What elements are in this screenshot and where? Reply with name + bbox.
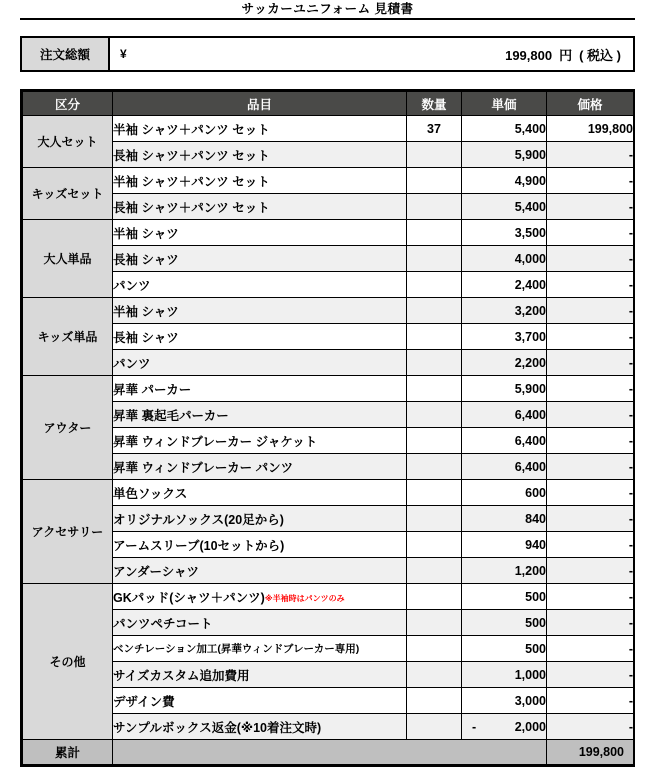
order-total-box bbox=[20, 36, 635, 72]
price-cell: - bbox=[547, 324, 634, 350]
item-name-cell bbox=[113, 272, 407, 298]
column-header-unit-price: 単価 bbox=[462, 92, 547, 116]
table-row bbox=[23, 662, 634, 688]
price-cell: - bbox=[547, 636, 634, 662]
item-name-text: 半袖 シャツ＋パンツ セット bbox=[113, 122, 270, 137]
item-name-cell bbox=[113, 584, 407, 610]
price-cell: - bbox=[547, 428, 634, 454]
unit-price-cell: 3,700 bbox=[462, 324, 547, 350]
category-cell: キッズ単品 bbox=[23, 298, 113, 376]
item-name-text: 長袖 シャツ bbox=[113, 330, 179, 345]
category-cell: キッズセット bbox=[23, 168, 113, 220]
unit-price-cell: 3,000 bbox=[462, 688, 547, 714]
quantity-cell bbox=[407, 376, 462, 402]
item-name-cell bbox=[113, 402, 407, 428]
quantity-cell bbox=[407, 194, 462, 220]
item-name-text: デザイン費 bbox=[113, 694, 175, 709]
footer-spacer bbox=[113, 740, 547, 765]
quantity-cell bbox=[407, 636, 462, 662]
quotation-table bbox=[22, 91, 634, 765]
item-name-text: 半袖 シャツ＋パンツ セット bbox=[113, 174, 270, 189]
unit-price-cell bbox=[462, 714, 547, 740]
price-cell: - bbox=[547, 168, 634, 194]
item-name-cell bbox=[113, 350, 407, 376]
unit-price-cell: 940 bbox=[462, 532, 547, 558]
item-name-text: 昇華 ウィンドブレーカー パンツ bbox=[113, 460, 294, 475]
table-row bbox=[23, 428, 634, 454]
price-cell: - bbox=[547, 610, 634, 636]
item-name-text: ベンチレーション加工(昇華ウィンドブレーカー専用) bbox=[113, 643, 360, 655]
order-total-amount: 199,800 bbox=[505, 47, 553, 63]
item-name-cell bbox=[113, 480, 407, 506]
item-name-cell bbox=[113, 506, 407, 532]
order-total-body bbox=[110, 38, 633, 70]
quantity-cell bbox=[407, 298, 462, 324]
item-name-cell bbox=[113, 116, 407, 142]
item-name-text: 長袖 シャツ bbox=[113, 252, 179, 267]
item-name-cell bbox=[113, 454, 407, 480]
unit-price-cell: 1,000 bbox=[462, 662, 547, 688]
item-name-text: 長袖 シャツ＋パンツ セット bbox=[113, 200, 270, 215]
quantity-cell bbox=[407, 480, 462, 506]
table-row bbox=[23, 584, 634, 610]
table-row bbox=[23, 272, 634, 298]
quantity-cell bbox=[407, 558, 462, 584]
currency-symbol: ¥ bbox=[120, 47, 127, 61]
item-note-text: ※半袖時はパンツのみ bbox=[264, 593, 345, 603]
table-footer bbox=[23, 740, 634, 765]
column-header-item: 品目 bbox=[113, 92, 407, 116]
quantity-cell bbox=[407, 714, 462, 740]
table-row bbox=[23, 714, 634, 740]
price-cell: - bbox=[547, 246, 634, 272]
quantity-cell bbox=[407, 220, 462, 246]
unit-price-cell: 600 bbox=[462, 480, 547, 506]
table-row bbox=[23, 532, 634, 558]
table-header-row bbox=[23, 92, 634, 116]
quantity-cell bbox=[407, 532, 462, 558]
footer-total-label: 累計 bbox=[23, 740, 113, 765]
category-cell: アクセサリー bbox=[23, 480, 113, 584]
unit-price-cell: 3,500 bbox=[462, 220, 547, 246]
item-name-cell bbox=[113, 714, 407, 740]
price-cell: - bbox=[547, 350, 634, 376]
table-row bbox=[23, 220, 634, 246]
item-name-text: 昇華 ウィンドブレーカー ジャケット bbox=[113, 434, 318, 449]
table-row bbox=[23, 610, 634, 636]
unit-price-value: 2,000 bbox=[514, 719, 546, 734]
price-cell: - bbox=[547, 662, 634, 688]
page-title: サッカーユニフォーム 見積書 bbox=[241, 2, 414, 16]
quantity-cell bbox=[407, 324, 462, 350]
column-header-price: 価格 bbox=[547, 92, 634, 116]
unit-price-cell: 2,400 bbox=[462, 272, 547, 298]
item-name-text: サイズカスタム追加費用 bbox=[113, 668, 250, 683]
quantity-cell bbox=[407, 610, 462, 636]
table-row bbox=[23, 636, 634, 662]
item-name-cell bbox=[113, 194, 407, 220]
price-cell: - bbox=[547, 194, 634, 220]
item-name-cell bbox=[113, 662, 407, 688]
price-cell: 199,800 bbox=[547, 116, 634, 142]
table-row bbox=[23, 376, 634, 402]
unit-price-cell: 6,400 bbox=[462, 454, 547, 480]
quantity-cell bbox=[407, 142, 462, 168]
item-name-text: パンツ bbox=[113, 278, 151, 293]
item-name-text: 単色ソックス bbox=[113, 486, 188, 501]
category-cell: 大人セット bbox=[23, 116, 113, 168]
price-cell: - bbox=[547, 376, 634, 402]
unit-price-cell: 6,400 bbox=[462, 428, 547, 454]
table-row bbox=[23, 246, 634, 272]
table-row bbox=[23, 324, 634, 350]
quantity-cell bbox=[407, 584, 462, 610]
item-name-text: アームスリーブ(10セットから) bbox=[113, 538, 285, 553]
unit-price-cell: 2,200 bbox=[462, 350, 547, 376]
unit-price-cell: 4,900 bbox=[462, 168, 547, 194]
table-row bbox=[23, 688, 634, 714]
category-cell: アウター bbox=[23, 376, 113, 480]
category-cell: 大人単品 bbox=[23, 220, 113, 298]
unit-price-cell: 5,900 bbox=[462, 376, 547, 402]
order-total-label: 注文総額 bbox=[22, 38, 110, 70]
item-name-text: GKパッド(シャツ＋パンツ) bbox=[113, 590, 265, 605]
quantity-cell bbox=[407, 402, 462, 428]
item-name-text: アンダーシャツ bbox=[113, 564, 200, 579]
price-cell: - bbox=[547, 558, 634, 584]
unit-price-cell: 840 bbox=[462, 506, 547, 532]
quantity-cell: 37 bbox=[407, 116, 462, 142]
table-row bbox=[23, 506, 634, 532]
item-name-cell bbox=[113, 688, 407, 714]
table-row bbox=[23, 350, 634, 376]
item-name-cell bbox=[113, 168, 407, 194]
item-name-text: 昇華 裏起毛パーカー bbox=[113, 408, 229, 423]
item-name-cell bbox=[113, 636, 407, 662]
item-name-text: 長袖 シャツ＋パンツ セット bbox=[113, 148, 270, 163]
unit-price-cell: 5,400 bbox=[462, 194, 547, 220]
unit-price-cell: 5,400 bbox=[462, 116, 547, 142]
item-name-cell bbox=[113, 220, 407, 246]
quantity-cell bbox=[407, 350, 462, 376]
item-name-cell bbox=[113, 376, 407, 402]
price-cell: - bbox=[547, 142, 634, 168]
item-name-cell bbox=[113, 532, 407, 558]
footer-total-value: 199,800 bbox=[547, 740, 634, 765]
item-name-cell bbox=[113, 610, 407, 636]
unit-price-cell: 500 bbox=[462, 584, 547, 610]
table-row bbox=[23, 194, 634, 220]
item-name-cell bbox=[113, 558, 407, 584]
unit-price-cell: 4,000 bbox=[462, 246, 547, 272]
unit-price-cell: 6,400 bbox=[462, 402, 547, 428]
table-row bbox=[23, 142, 634, 168]
price-cell: - bbox=[547, 272, 634, 298]
unit-price-cell: 500 bbox=[462, 636, 547, 662]
category-cell: その他 bbox=[23, 584, 113, 740]
table-row bbox=[23, 454, 634, 480]
item-name-text: 半袖 シャツ bbox=[113, 226, 179, 241]
price-cell: - bbox=[547, 454, 634, 480]
order-total-unit: 円 bbox=[559, 47, 573, 63]
table-body bbox=[23, 116, 634, 740]
price-cell: - bbox=[547, 402, 634, 428]
item-name-text: パンツ bbox=[113, 356, 151, 371]
price-cell: - bbox=[547, 220, 634, 246]
item-name-cell bbox=[113, 428, 407, 454]
negative-sign: - bbox=[472, 719, 477, 734]
table-row bbox=[23, 298, 634, 324]
price-cell: - bbox=[547, 532, 634, 558]
item-name-text: 昇華 パーカー bbox=[113, 382, 192, 397]
quantity-cell bbox=[407, 272, 462, 298]
unit-price-cell: 500 bbox=[462, 610, 547, 636]
table-row bbox=[23, 168, 634, 194]
price-cell: - bbox=[547, 584, 634, 610]
item-name-cell bbox=[113, 246, 407, 272]
quantity-cell bbox=[407, 454, 462, 480]
order-total-tax-note: ( 税込 ) bbox=[579, 47, 621, 63]
order-total-value-group bbox=[505, 45, 621, 64]
price-cell: - bbox=[547, 480, 634, 506]
column-header-category: 区分 bbox=[23, 92, 113, 116]
table-footer-row bbox=[23, 740, 634, 765]
item-name-cell bbox=[113, 324, 407, 350]
item-name-cell bbox=[113, 142, 407, 168]
quantity-cell bbox=[407, 662, 462, 688]
unit-price-cell: 3,200 bbox=[462, 298, 547, 324]
table-row bbox=[23, 402, 634, 428]
column-header-quantity: 数量 bbox=[407, 92, 462, 116]
quantity-cell bbox=[407, 168, 462, 194]
table-header bbox=[23, 92, 634, 116]
item-name-cell bbox=[113, 298, 407, 324]
item-name-text: 半袖 シャツ bbox=[113, 304, 179, 319]
unit-price-cell: 1,200 bbox=[462, 558, 547, 584]
title-divider bbox=[20, 18, 635, 20]
quantity-cell bbox=[407, 246, 462, 272]
quotation-table-wrapper bbox=[20, 89, 635, 767]
unit-price-cell: 5,900 bbox=[462, 142, 547, 168]
quantity-cell bbox=[407, 688, 462, 714]
price-cell: - bbox=[547, 688, 634, 714]
item-name-text: パンツペチコート bbox=[113, 616, 213, 631]
table-row bbox=[23, 116, 634, 142]
table-row bbox=[23, 558, 634, 584]
price-cell: - bbox=[547, 506, 634, 532]
table-row bbox=[23, 480, 634, 506]
quantity-cell bbox=[407, 428, 462, 454]
quantity-cell bbox=[407, 506, 462, 532]
item-name-text: オリジナルソックス(20足から) bbox=[113, 512, 284, 527]
price-cell: - bbox=[547, 298, 634, 324]
price-cell: - bbox=[547, 714, 634, 740]
item-name-text: サンプルボックス返金(※10着注文時) bbox=[113, 720, 322, 735]
